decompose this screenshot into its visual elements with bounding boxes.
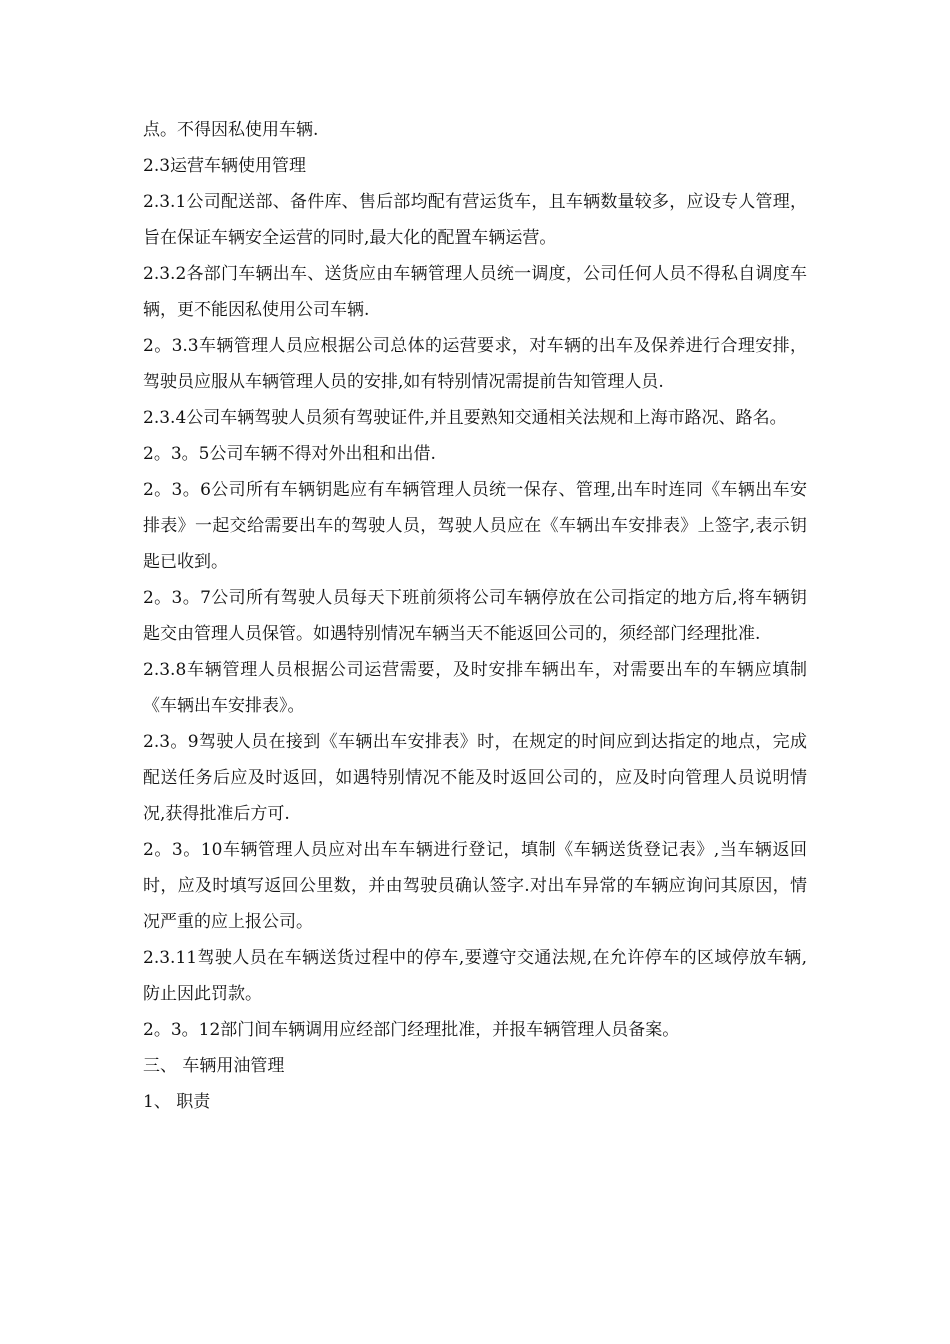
paragraph-2-3-1: 2.3.1公司配送部、备件库、售后部均配有营运货车，且车辆数量较多，应设专人管理，旨在保证车辆安全运营的同时,最大化的配置车辆运营。 bbox=[143, 192, 807, 248]
paragraph-2-3-9: 2.3。9驾驶人员在接到《车辆出车安排表》时，在规定的时间应到达指定的地点，完成配送任务后应及时返回，如遇特别情况不能及时返回公司的，应及时向管理人员说明情况,获得批准后方可. bbox=[143, 732, 807, 824]
document-body bbox=[143, 112, 807, 1120]
paragraph-2-3-5: 2。3。5公司车辆不得对外出租和出借. bbox=[143, 444, 436, 464]
paragraph-2-3-6: 2。3。6公司所有车辆钥匙应有车辆管理人员统一保存、管理,出车时连同《车辆出车安排表》一起交给需要出车的驾驶人员，驾驶人员应在《车辆出车安排表》上签字,表示钥匙已收到。 bbox=[143, 480, 807, 572]
paragraph-2-3-12: 2。3。12部门间车辆调用应经部门经理批准，并报车辆管理人员备案。 bbox=[143, 1020, 680, 1040]
paragraph-2-3-2: 2.3.2各部门车辆出车、送货应由车辆管理人员统一调度，公司任何人员不得私自调度车辆，更不能因私使用公司车辆. bbox=[143, 264, 807, 320]
paragraph-2-3-7: 2。3。7公司所有驾驶人员每天下班前须将公司车辆停放在公司指定的地方后,将车辆钥匙交由管理人员保管。如遇特别情况车辆当天不能返回公司的，须经部门经理批准. bbox=[143, 588, 807, 644]
paragraph-2-3-11: 2.3.11驾驶人员在车辆送货过程中的停车,要遵守交通法规,在允许停车的区域停放车辆,防止因此罚款。 bbox=[143, 948, 807, 1004]
section-heading-2-3: 2.3运营车辆使用管理 bbox=[143, 156, 307, 176]
paragraph-2-3-4: 2.3.4公司车辆驾驶人员须有驾驶证件,并且要熟知交通相关法规和上海市路况、路名。 bbox=[143, 408, 787, 428]
paragraph-2-3-8: 2.3.8车辆管理人员根据公司运营需要，及时安排车辆出车，对需要出车的车辆应填制《车辆出车安排表》。 bbox=[143, 660, 807, 716]
paragraph-continuation: 点。不得因私使用车辆. bbox=[143, 120, 319, 140]
paragraph-2-3-10: 2。3。10车辆管理人员应对出车车辆进行登记，填制《车辆送货登记表》,当车辆返回时，应及时填写返回公里数，并由驾驶员确认签字.对出车异常的车辆应询问其原因，情况严重的应上报公司。 bbox=[143, 840, 807, 932]
section-heading-3: 三、 车辆用油管理 bbox=[143, 1056, 285, 1076]
subsection-heading-1: 1、 职责 bbox=[143, 1092, 211, 1112]
paragraph-2-3-3: 2。3.3车辆管理人员应根据公司总体的运营要求，对车辆的出车及保养进行合理安排，驾驶员应服从车辆管理人员的安排,如有特别情况需提前告知管理人员. bbox=[143, 336, 807, 392]
